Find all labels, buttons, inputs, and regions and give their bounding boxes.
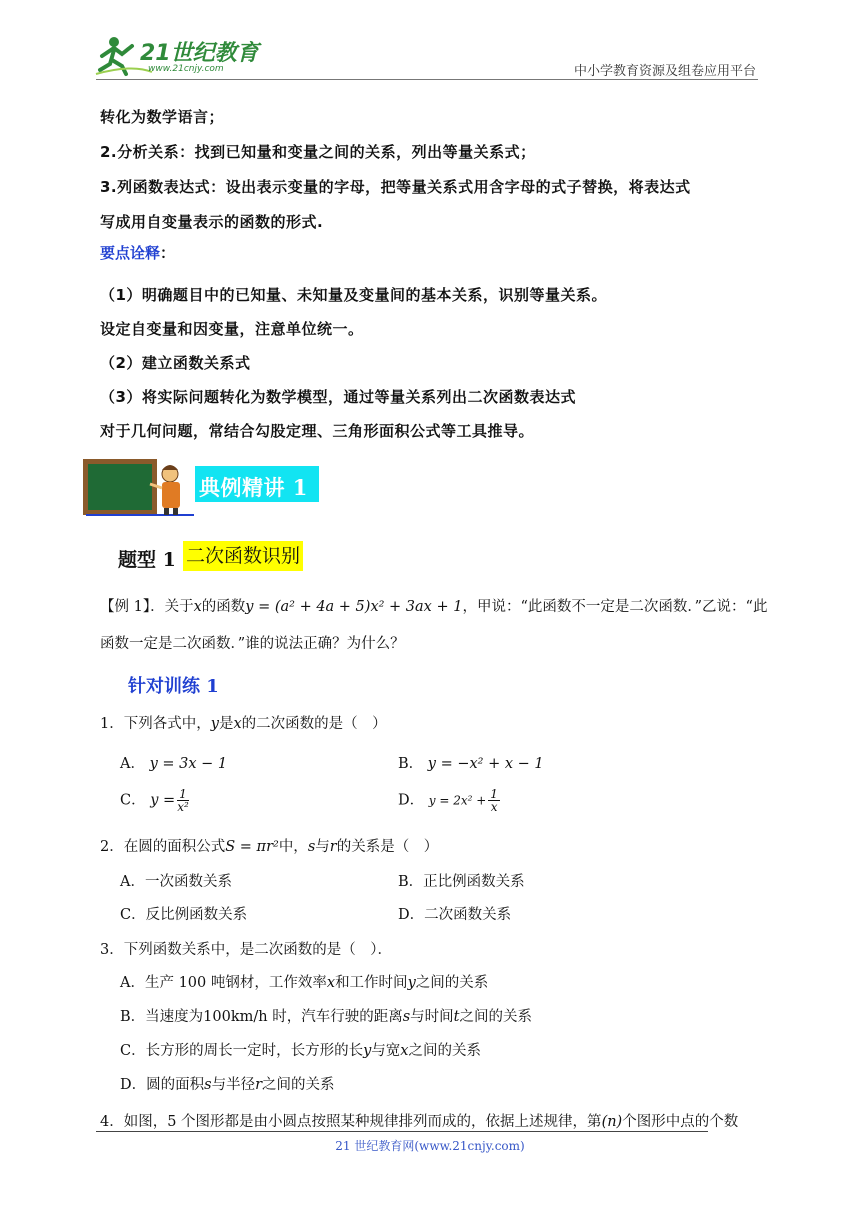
var-r: r	[255, 1077, 263, 1093]
option-formula: y =	[150, 792, 176, 809]
key-points-title: 要点诠释	[100, 244, 161, 262]
var-x: x	[193, 599, 202, 615]
q2-option-d[interactable]: D．二次函数关系	[398, 907, 512, 923]
q2-option-a[interactable]: A．一次函数关系	[120, 874, 232, 890]
option-text: 与半径	[211, 1077, 256, 1093]
platform-name: 中小学教育资源及组卷应用平台	[573, 64, 756, 79]
q2-stem-a: 2．在圆的面积公式	[100, 839, 226, 855]
option-text: 之间的关系	[415, 975, 489, 991]
intro-line-2: 2.分析关系：找到已知量和变量之间的关系，列出等量关系式；	[100, 143, 536, 161]
intro-line-3a: 3.列函数表达式：设出表示变量的字母，把等量关系式用含字母的式子替换，将表达式	[100, 178, 691, 196]
key-point-3: （3）将实际问题转化为数学模型，通过等量关系列出二次函数表达式	[100, 388, 576, 406]
example-1-mid2: ，甲说：“此函数不一定是二次函数．”乙说：“此	[462, 599, 768, 615]
footer-divider	[96, 1131, 708, 1132]
q1-stem-c: 的二次函数的是（ ）	[241, 716, 387, 732]
q1-option-a[interactable]	[120, 752, 227, 773]
q2-stem	[100, 835, 438, 856]
var-t: t	[453, 1009, 460, 1025]
q3-option-a[interactable]	[120, 971, 488, 992]
intro-line-3b: 写成用自变量表示的函数的形式.	[100, 213, 324, 231]
var-x: x	[326, 975, 336, 991]
var-x: x	[400, 1043, 409, 1059]
q2-stem-c: 与	[315, 839, 330, 855]
q1-stem-b: 是	[218, 716, 234, 732]
teacher-blackboard-icon	[82, 458, 194, 516]
key-points-heading	[100, 242, 176, 263]
fraction-denominator: x	[490, 800, 498, 814]
option-text: 和工作时间	[335, 975, 408, 991]
site-logo	[92, 34, 262, 78]
option-formula: y = −x² + x − 1	[427, 756, 544, 772]
option-formula: y = 2x² +	[428, 793, 487, 808]
q3-option-b[interactable]	[120, 1005, 532, 1026]
intro-line-1: 转化为数学语言；	[100, 108, 225, 126]
q2-stem-b: 中，	[278, 839, 308, 855]
q2-option-b[interactable]: B．正比例函数关系	[398, 874, 525, 890]
header-divider	[96, 79, 758, 80]
q1-var-y: y	[210, 716, 219, 732]
q2-var-s: s	[307, 839, 316, 855]
option-text: 之间的关系	[459, 1009, 532, 1025]
q4-stem-b: 个图形中点的个数	[622, 1114, 739, 1130]
q4-stem-a: 4．如图，5 个图形都是由小圆点按照某种规律排列而成的，依据上述规律，第	[100, 1114, 602, 1130]
q2-formula: S = πr²	[225, 839, 279, 855]
q2-option-c[interactable]: C．反比例函数关系	[120, 907, 248, 923]
q3-stem: 3．下列函数关系中，是二次函数的是（ ）．	[100, 942, 392, 958]
option-text: D．圆的面积	[120, 1077, 205, 1093]
fraction-numerator: 1	[179, 787, 187, 801]
q1-stem-a: 1．下列各式中，	[100, 716, 211, 732]
option-label: D．	[398, 792, 425, 809]
option-text: 与时间	[410, 1009, 454, 1025]
logo-text: 21世纪教育	[140, 41, 259, 66]
q1-var-x: x	[233, 716, 242, 732]
q3-option-c[interactable]	[120, 1039, 481, 1060]
option-text: 之间的关系	[408, 1043, 481, 1059]
example-1-prefix: 【例 1】．关于	[100, 599, 194, 615]
example-1-mid1: 的函数	[201, 599, 246, 615]
q2-stem-d: 的关系是（ ）	[336, 839, 439, 855]
key-point-1b: 设定自变量和因变量，注意单位统一。	[100, 320, 364, 338]
key-point-1: （1）明确题目中的已知量、未知量及变量间的基本关系，识别等量关系。	[100, 286, 607, 304]
key-points-colon: ：	[160, 244, 176, 262]
q1-option-d[interactable]	[398, 788, 502, 813]
example-1-formula: y = (a² + 4a + 5)x² + 3ax + 1	[245, 599, 463, 615]
training-title: 针对训练 1	[128, 676, 219, 697]
var-s: s	[402, 1009, 411, 1025]
q1-option-c[interactable]	[120, 788, 191, 813]
key-point-2: （2）建立函数关系式	[100, 354, 251, 372]
option-text: 与宽	[371, 1043, 401, 1059]
q4-stem	[100, 1110, 738, 1131]
fraction-denominator: x²	[177, 800, 189, 814]
option-label: A．	[120, 756, 145, 772]
q1-option-b[interactable]	[398, 752, 544, 773]
option-formula: y = 3x − 1	[149, 756, 228, 772]
fraction	[177, 788, 189, 813]
fraction-numerator: 1	[490, 787, 498, 801]
var-s: s	[204, 1077, 212, 1093]
logo-url: www.21cnjy.com	[148, 64, 224, 74]
footer-text[interactable]: 21 世纪教育网(www.21cnjy.com)	[335, 1139, 525, 1153]
fraction	[488, 788, 500, 813]
q2-var-r: r	[329, 839, 337, 855]
example-1-line-2: 函数一定是二次函数．”谁的说法正确？为什么？	[100, 636, 405, 652]
type-title: 二次函数识别	[183, 541, 303, 571]
type-label: 题型 1	[118, 549, 176, 571]
q3-option-d[interactable]	[120, 1073, 335, 1094]
q1-stem	[100, 712, 387, 733]
var-y: y	[407, 975, 416, 991]
option-text: 之间的关系	[262, 1077, 335, 1093]
option-label: C．	[120, 792, 146, 809]
q4-var-n: (n)	[601, 1114, 623, 1130]
option-text: B．当速度为100km/h 时，汽车行驶的距离	[120, 1009, 403, 1025]
option-text: C．长方形的周长一定时，长方形的长	[120, 1043, 364, 1059]
example-banner-text: 典例精讲 1	[199, 475, 308, 500]
key-point-3b: 对于几何问题，常结合勾股定理、三角形面积公式等工具推导。	[100, 422, 535, 440]
option-text: A．生产 100 吨钢材，工作效率	[120, 975, 327, 991]
example-1-line-1	[100, 595, 767, 616]
option-label: B．	[398, 756, 424, 772]
var-y: y	[363, 1043, 372, 1059]
